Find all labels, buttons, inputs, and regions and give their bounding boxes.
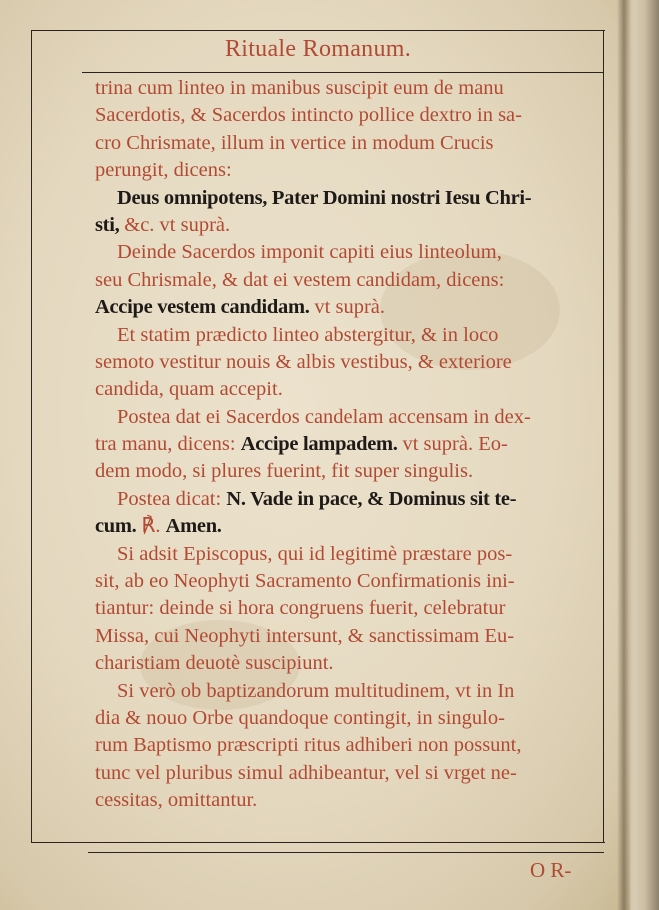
rubric-text: tunc vel pluribus simul adhibeantur, vel si vrget ne- bbox=[95, 761, 517, 784]
rubric-text: tiantur: deinde si hora congruens fuerit, celebratur bbox=[95, 597, 506, 620]
text-line bbox=[95, 568, 595, 595]
rubric-text: semoto vestitur nouis & albis vestibus, & exteriore bbox=[95, 350, 512, 373]
liturgical-text: N. Vade in pace, & Dominus sit te- bbox=[226, 487, 517, 510]
rubric-text: Missa, cui Neophyti intersunt, & sanctissimam Eu- bbox=[95, 624, 515, 647]
header-rule bbox=[82, 72, 604, 73]
rubric-text: cro Chrismate, illum in vertice in modum Crucis bbox=[95, 131, 494, 154]
text-line bbox=[95, 130, 595, 157]
rubric-text: dem modo, si plures fuerint, fit super singulis. bbox=[95, 460, 474, 483]
rubric-text: Si verò ob baptizandorum multitudinem, vt in In bbox=[117, 679, 515, 702]
rubric-text: seu Chrismale, & dat ei vestem candidam, dicens: bbox=[95, 268, 505, 291]
catchword: O R- bbox=[530, 858, 572, 882]
text-line bbox=[95, 705, 595, 732]
text-line bbox=[95, 349, 595, 376]
rubric-text: trina cum linteo in manibus suscipit eum de manu bbox=[95, 77, 504, 99]
text-line bbox=[95, 787, 595, 814]
rubric-text: rum Baptismo præscripti ritus adhiberi non possunt, bbox=[95, 734, 522, 757]
rubric-text: Sacerdotis, & Sacerdos intincto pollice dextro in sa- bbox=[95, 104, 522, 127]
liturgical-text: Deus omnipotens, Pater Domini nostri Iesu Chri- bbox=[117, 186, 532, 209]
rubric-text: vt suprà. Eo- bbox=[402, 433, 508, 456]
text-line bbox=[95, 458, 595, 485]
frame-left-rule bbox=[31, 30, 32, 842]
text-line bbox=[95, 294, 595, 321]
text-line bbox=[95, 239, 595, 266]
frame-bottom-rule bbox=[31, 842, 605, 843]
text-line bbox=[95, 623, 595, 650]
text-line bbox=[95, 513, 595, 540]
text-line bbox=[95, 650, 595, 677]
rubric-text: cessitas, omittantur. bbox=[95, 789, 258, 812]
body-text bbox=[95, 75, 595, 815]
book-gutter bbox=[617, 0, 631, 910]
rubric-text: charistiam deuotè suscipiunt. bbox=[95, 652, 334, 675]
liturgical-text: sti, bbox=[95, 213, 125, 236]
liturgical-text: Accipe vestem candidam. bbox=[95, 296, 315, 319]
rubric-text: dia & nouo Orbe quandoque contingit, in singulo- bbox=[95, 706, 505, 729]
text-line bbox=[95, 760, 595, 787]
text-line bbox=[95, 404, 595, 431]
text-line bbox=[95, 157, 595, 184]
text-line bbox=[95, 322, 595, 349]
text-line bbox=[95, 185, 595, 212]
footer-rule bbox=[88, 852, 604, 853]
text-line bbox=[95, 212, 595, 239]
text-line bbox=[95, 678, 595, 705]
text-line bbox=[95, 431, 595, 458]
frame-right-rule bbox=[603, 30, 604, 842]
rubric-text: tra manu, dicens: bbox=[95, 433, 241, 456]
text-line bbox=[95, 376, 595, 403]
rubric-text: &c. vt suprà. bbox=[124, 213, 231, 236]
rubric-text: candida, quam accepit. bbox=[95, 378, 283, 401]
liturgical-text: cum. bbox=[95, 515, 142, 538]
text-line bbox=[95, 595, 595, 622]
text-line bbox=[95, 267, 595, 294]
running-head: Rituale Romanum. bbox=[224, 36, 412, 62]
rubric-text: perungit, dicens: bbox=[95, 159, 232, 182]
rubric-text: Et statim prædicto linteo abstergitur, & in loco bbox=[117, 323, 499, 346]
liturgical-text: Amen. bbox=[165, 515, 222, 538]
text-line bbox=[95, 75, 595, 102]
text-line bbox=[95, 732, 595, 759]
rubric-text: Si adsit Episcopus, qui id legitimè præstare pos- bbox=[117, 542, 513, 565]
frame-top-rule bbox=[31, 30, 605, 31]
liturgical-text: Accipe lampadem. bbox=[240, 433, 403, 456]
text-line bbox=[95, 541, 595, 568]
rubric-text: Postea dat ei Sacerdos candelam accensam in dex- bbox=[117, 405, 531, 428]
rubric-text: ℟. bbox=[141, 515, 166, 538]
rubric-text: Deinde Sacerdos imponit capiti eius linteolum, bbox=[117, 241, 502, 264]
rubric-text: vt suprà. bbox=[314, 296, 386, 319]
rubric-text: Postea dicat: bbox=[117, 487, 227, 510]
text-line bbox=[95, 102, 595, 129]
rubric-text: sit, ab eo Neophyti Sacramento Confirmationis ini- bbox=[95, 570, 515, 593]
text-line bbox=[95, 486, 595, 513]
